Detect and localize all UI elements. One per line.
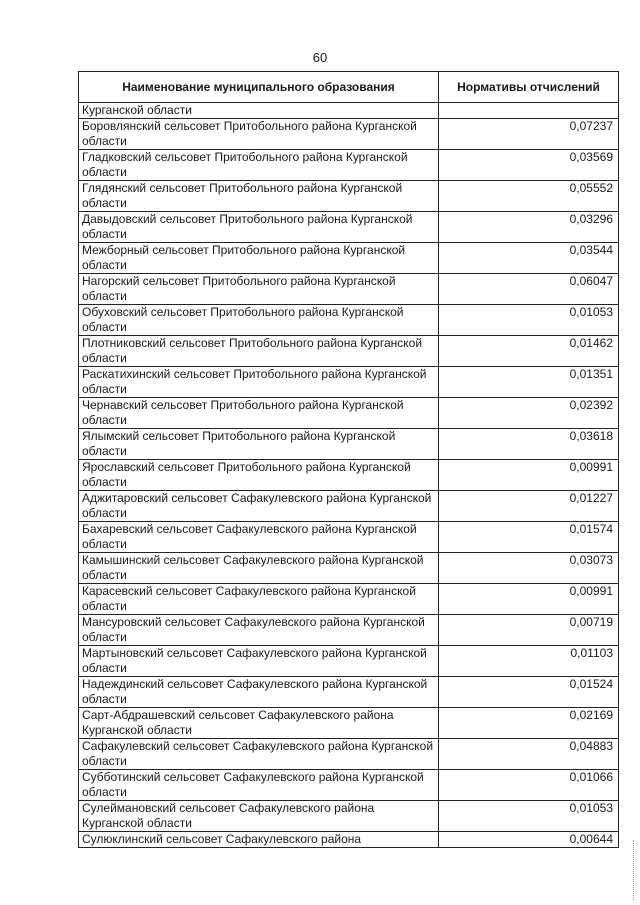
municipality-name: Давыдовский сельсовет Притобольного района Курганской области [79, 212, 439, 243]
table-row [79, 708, 619, 739]
allocation-value: 0,03296 [439, 212, 619, 243]
municipality-name: Раскатихинский сельсовет Притобольного района Курганской области [79, 367, 439, 398]
allocation-value: 0,01103 [439, 646, 619, 677]
municipality-name: Карасевский сельсовет Сафакулевского района Курганской области [79, 584, 439, 615]
municipality-name: Аджитаровский сельсовет Сафакулевского района Курганской области [79, 491, 439, 522]
table-row [79, 243, 619, 274]
table-row [79, 367, 619, 398]
allocation-value: 0,03618 [439, 429, 619, 460]
table-row [79, 460, 619, 491]
table-row [79, 398, 619, 429]
header-allocation-norms: Нормативы отчислений [439, 72, 619, 103]
municipality-name: Мансуровский сельсовет Сафакулевского района Курганской области [79, 615, 439, 646]
table-row [79, 103, 619, 119]
allocation-value: 0,01524 [439, 677, 619, 708]
municipality-name: Гладковский сельсовет Притобольного района Курганской области [79, 150, 439, 181]
municipality-name: Плотниковский сельсовет Притобольного района Курганской области [79, 336, 439, 367]
table-row [79, 832, 619, 848]
allocation-value: 0,04883 [439, 739, 619, 770]
table-row [79, 553, 619, 584]
municipality-name: Сулюклинский сельсовет Сафакулевского района [79, 832, 439, 848]
table-row [79, 677, 619, 708]
table-row [79, 491, 619, 522]
municipality-name: Мартыновский сельсовет Сафакулевского района Курганской области [79, 646, 439, 677]
table-row [79, 336, 619, 367]
allocation-value: 0,00719 [439, 615, 619, 646]
allocation-value: 0,01351 [439, 367, 619, 398]
allocation-value [439, 103, 619, 119]
municipality-name: Ярославский сельсовет Притобольного района Курганской области [79, 460, 439, 491]
table-row [79, 615, 619, 646]
allocation-value: 0,01053 [439, 305, 619, 336]
municipality-name: Сулеймановский сельсовет Сафакулевского района Курганской области [79, 801, 439, 832]
table-row [79, 119, 619, 150]
allocation-value: 0,06047 [439, 274, 619, 305]
municipality-name: Межборный сельсовет Притобольного района Курганской области [79, 243, 439, 274]
table-row [79, 150, 619, 181]
allocation-value: 0,00991 [439, 584, 619, 615]
allocation-value: 0,03569 [439, 150, 619, 181]
allocation-value: 0,01053 [439, 801, 619, 832]
municipality-name: Обуховский сельсовет Притобольного района Курганской области [79, 305, 439, 336]
allocation-table [78, 71, 619, 848]
table-row [79, 212, 619, 243]
allocation-value: 0,05552 [439, 181, 619, 212]
municipality-name: Бахаревский сельсовет Сафакулевского района Курганской области [79, 522, 439, 553]
table-row [79, 274, 619, 305]
municipality-name: Курганской области [79, 103, 439, 119]
table-row [79, 584, 619, 615]
table-row [79, 801, 619, 832]
allocation-value: 0,00991 [439, 460, 619, 491]
table-row [79, 770, 619, 801]
allocation-value: 0,01574 [439, 522, 619, 553]
municipality-name: Надеждинский сельсовет Сафакулевского района Курганской области [79, 677, 439, 708]
municipality-name: Сафакулевский сельсовет Сафакулевского района Курганской области [79, 739, 439, 770]
table-row [79, 522, 619, 553]
table-row [79, 739, 619, 770]
scan-edge-marks [633, 840, 636, 900]
municipality-name: Нагорский сельсовет Притобольного района Курганской области [79, 274, 439, 305]
allocation-value: 0,03073 [439, 553, 619, 584]
allocation-value: 0,03544 [439, 243, 619, 274]
municipality-name: Сарт-Абдрашевский сельсовет Сафакулевского района Курганской области [79, 708, 439, 739]
municipality-name: Глядянский сельсовет Притобольного района Курганской области [79, 181, 439, 212]
allocation-value: 0,00644 [439, 832, 619, 848]
table-row [79, 305, 619, 336]
municipality-name: Чернавский сельсовет Притобольного района Курганской области [79, 398, 439, 429]
allocation-value: 0,07237 [439, 119, 619, 150]
table-header-row [79, 72, 619, 103]
allocation-value: 0,01066 [439, 770, 619, 801]
allocation-value: 0,01227 [439, 491, 619, 522]
header-municipality: Наименование муниципального образования [79, 72, 439, 103]
table-row [79, 646, 619, 677]
municipality-name: Боровлянский сельсовет Притобольного района Курганской области [79, 119, 439, 150]
municipality-name: Ялымский сельсовет Притобольного района Курганской области [79, 429, 439, 460]
municipality-name: Субботинский сельсовет Сафакулевского района Курганской области [79, 770, 439, 801]
page-number: 60 [312, 50, 328, 65]
allocation-value: 0,02169 [439, 708, 619, 739]
allocation-value: 0,02392 [439, 398, 619, 429]
table-row [79, 181, 619, 212]
table-row [79, 429, 619, 460]
allocation-value: 0,01462 [439, 336, 619, 367]
municipality-name: Камышинский сельсовет Сафакулевского района Курганской области [79, 553, 439, 584]
